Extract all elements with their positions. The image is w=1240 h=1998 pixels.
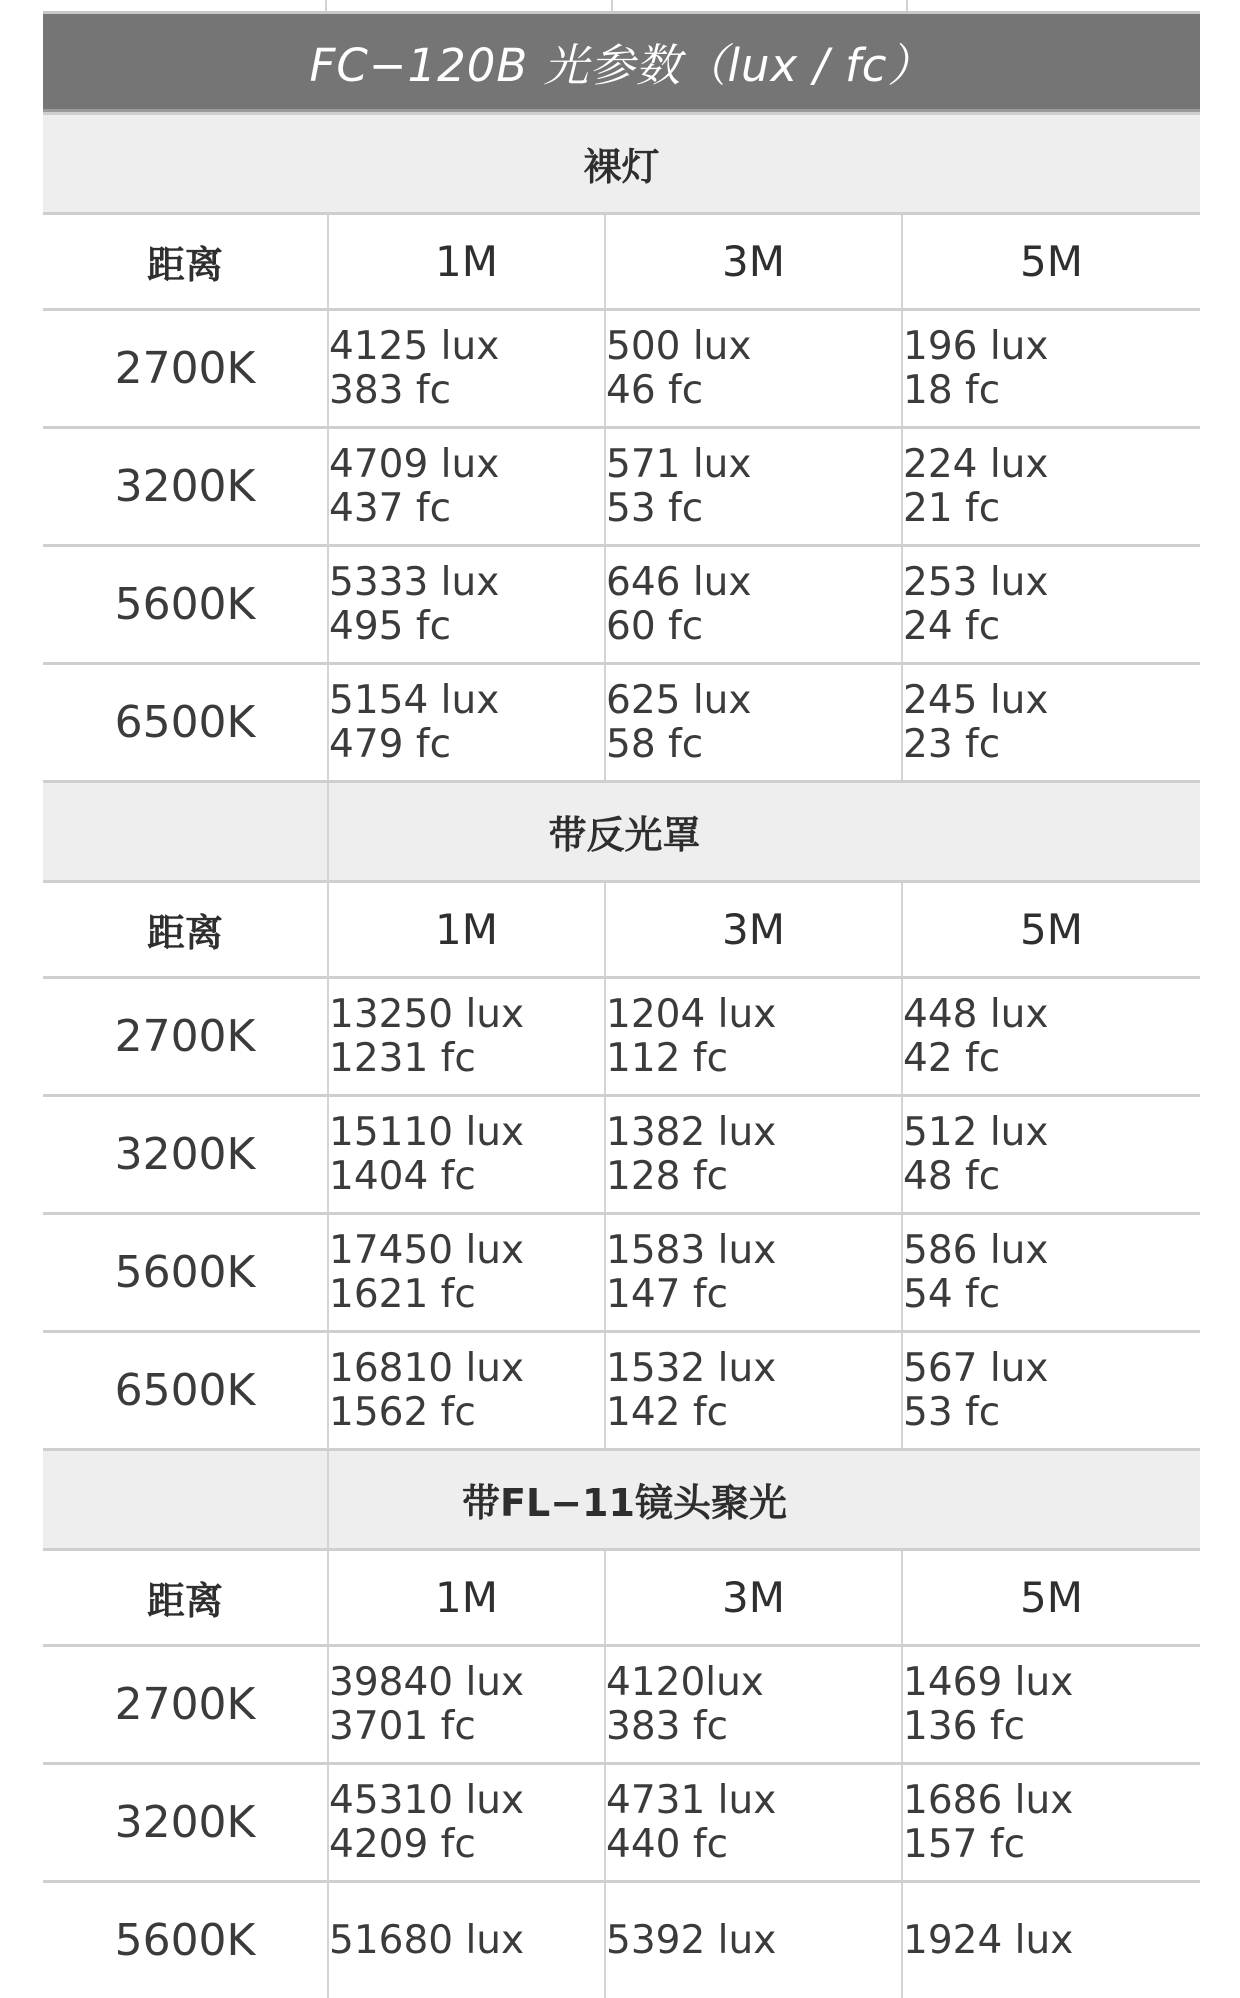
fc-value: 495 fc xyxy=(329,605,604,649)
lux-value: 1469 lux xyxy=(903,1661,1200,1705)
lux-value: 45310 lux xyxy=(329,1779,604,1823)
distance-3m-header: 3M xyxy=(605,1550,902,1646)
value-cell xyxy=(902,1214,1200,1332)
color-temperature: 3200K xyxy=(43,1096,328,1214)
value-cell xyxy=(902,428,1200,546)
fc-value: 4209 fc xyxy=(329,1823,604,1867)
lux-value: 567 lux xyxy=(903,1347,1200,1391)
color-temperature: 5600K xyxy=(43,1882,328,1998)
value-cell xyxy=(605,1332,902,1450)
lux-value: 224 lux xyxy=(903,443,1200,487)
column-divider xyxy=(611,0,613,11)
lux-value: 5154 lux xyxy=(329,679,604,723)
fc-value: 18 fc xyxy=(903,369,1200,413)
section-title: 裸灯 xyxy=(43,114,1200,214)
fc-value: 53 fc xyxy=(606,487,901,531)
value-cell xyxy=(328,1214,605,1332)
section-row xyxy=(43,114,1200,214)
value-cell xyxy=(605,1646,902,1764)
fc-value: 53 fc xyxy=(903,1391,1200,1435)
distance-5m-header: 5M xyxy=(902,1550,1200,1646)
value-cell xyxy=(328,978,605,1096)
color-temperature: 5600K xyxy=(43,1214,328,1332)
fc-value: 440 fc xyxy=(606,1823,901,1867)
lux-value: 17450 lux xyxy=(329,1229,604,1273)
lux-value: 1382 lux xyxy=(606,1111,901,1155)
value-cell xyxy=(328,1096,605,1214)
value-cell xyxy=(605,1882,902,1998)
value-cell xyxy=(605,978,902,1096)
color-temperature: 3200K xyxy=(43,1764,328,1882)
section-row xyxy=(43,782,1200,882)
fc-value: 437 fc xyxy=(329,487,604,531)
value-cell xyxy=(605,1764,902,1882)
lux-value: 196 lux xyxy=(903,325,1200,369)
fc-value: 136 fc xyxy=(903,1705,1200,1749)
value-cell xyxy=(605,664,902,782)
lux-value: 571 lux xyxy=(606,443,901,487)
fc-value: 383 fc xyxy=(606,1705,901,1749)
value-cell xyxy=(902,310,1200,428)
section-spacer xyxy=(43,782,328,882)
value-cell xyxy=(902,1764,1200,1882)
fc-value: 147 fc xyxy=(606,1273,901,1317)
table-row xyxy=(43,978,1200,1096)
table-row xyxy=(43,1214,1200,1332)
distance-1m-header: 1M xyxy=(328,882,605,978)
fc-value: 157 fc xyxy=(903,1823,1200,1867)
fc-value: 23 fc xyxy=(903,723,1200,767)
lux-value: 4125 lux xyxy=(329,325,604,369)
lux-value: 1204 lux xyxy=(606,993,901,1037)
lux-value: 5333 lux xyxy=(329,561,604,605)
fc-value: 60 fc xyxy=(606,605,901,649)
lux-value: 1924 lux xyxy=(903,1919,1200,1963)
color-temperature: 6500K xyxy=(43,1332,328,1450)
column-divider xyxy=(906,0,908,11)
lux-value: 39840 lux xyxy=(329,1661,604,1705)
table-row xyxy=(43,546,1200,664)
value-cell xyxy=(902,978,1200,1096)
fc-value: 46 fc xyxy=(606,369,901,413)
value-cell xyxy=(328,1332,605,1450)
fc-value: 1231 fc xyxy=(329,1037,604,1081)
color-temperature: 2700K xyxy=(43,310,328,428)
color-temperature: 5600K xyxy=(43,546,328,664)
lux-value: 5392 lux xyxy=(606,1919,901,1963)
value-cell xyxy=(328,1882,605,1998)
value-cell xyxy=(605,1214,902,1332)
section-title: 带FL−11镜头聚光 xyxy=(328,1450,1200,1550)
distance-3m-header: 3M xyxy=(605,882,902,978)
section-title: 带反光罩 xyxy=(328,782,1200,882)
distance-header: 距离 xyxy=(43,882,328,978)
fc-value: 3701 fc xyxy=(329,1705,604,1749)
table-row xyxy=(43,1882,1200,1998)
table-row xyxy=(43,664,1200,782)
value-cell xyxy=(902,546,1200,664)
table-row xyxy=(43,1764,1200,1882)
fc-value: 479 fc xyxy=(329,723,604,767)
distance-1m-header: 1M xyxy=(328,214,605,310)
fc-value: 54 fc xyxy=(903,1273,1200,1317)
section-row xyxy=(43,1450,1200,1550)
lux-value: 512 lux xyxy=(903,1111,1200,1155)
value-cell xyxy=(902,1332,1200,1450)
value-cell xyxy=(902,1096,1200,1214)
fc-value: 1562 fc xyxy=(329,1391,604,1435)
table-row xyxy=(43,1096,1200,1214)
fc-value: 383 fc xyxy=(329,369,604,413)
previous-table-edge xyxy=(43,0,1200,14)
light-parameter-table xyxy=(43,112,1200,1998)
lux-value: 13250 lux xyxy=(329,993,604,1037)
distance-header: 距离 xyxy=(43,1550,328,1646)
lux-value: 625 lux xyxy=(606,679,901,723)
fc-value: 58 fc xyxy=(606,723,901,767)
distance-5m-header: 5M xyxy=(902,214,1200,310)
distance-header: 距离 xyxy=(43,214,328,310)
lux-value: 15110 lux xyxy=(329,1111,604,1155)
value-cell xyxy=(605,546,902,664)
table-row xyxy=(43,1332,1200,1450)
fc-value: 1621 fc xyxy=(329,1273,604,1317)
color-temperature: 6500K xyxy=(43,664,328,782)
lux-value: 646 lux xyxy=(606,561,901,605)
value-cell xyxy=(328,428,605,546)
value-cell xyxy=(328,546,605,664)
fc-value: 24 fc xyxy=(903,605,1200,649)
value-cell xyxy=(902,664,1200,782)
lux-value: 253 lux xyxy=(903,561,1200,605)
value-cell xyxy=(902,1882,1200,1998)
table-row xyxy=(43,428,1200,546)
lux-value: 1583 lux xyxy=(606,1229,901,1273)
value-cell xyxy=(902,1646,1200,1764)
section-spacer xyxy=(43,1450,328,1550)
distance-1m-header: 1M xyxy=(328,1550,605,1646)
column-divider xyxy=(325,0,327,11)
color-temperature: 3200K xyxy=(43,428,328,546)
table-title: FC−120B 光参数（lux / fc） xyxy=(43,14,1200,112)
value-cell xyxy=(328,1646,605,1764)
lux-value: 1532 lux xyxy=(606,1347,901,1391)
value-cell xyxy=(605,310,902,428)
header-row xyxy=(43,214,1200,310)
distance-5m-header: 5M xyxy=(902,882,1200,978)
fc-value: 142 fc xyxy=(606,1391,901,1435)
distance-3m-header: 3M xyxy=(605,214,902,310)
lux-value: 500 lux xyxy=(606,325,901,369)
lux-value: 245 lux xyxy=(903,679,1200,723)
lux-value: 4120lux xyxy=(606,1661,901,1705)
lux-value: 448 lux xyxy=(903,993,1200,1037)
fc-value: 21 fc xyxy=(903,487,1200,531)
value-cell xyxy=(328,664,605,782)
color-temperature: 2700K xyxy=(43,1646,328,1764)
lux-value: 4731 lux xyxy=(606,1779,901,1823)
header-row xyxy=(43,882,1200,978)
value-cell xyxy=(605,1096,902,1214)
value-cell xyxy=(328,1764,605,1882)
header-row xyxy=(43,1550,1200,1646)
table-row xyxy=(43,1646,1200,1764)
lux-value: 4709 lux xyxy=(329,443,604,487)
table-row xyxy=(43,310,1200,428)
fc-value: 128 fc xyxy=(606,1155,901,1199)
lux-value: 51680 lux xyxy=(329,1919,604,1963)
fc-value: 42 fc xyxy=(903,1037,1200,1081)
fc-value: 112 fc xyxy=(606,1037,901,1081)
fc-value: 48 fc xyxy=(903,1155,1200,1199)
fc-value: 1404 fc xyxy=(329,1155,604,1199)
lux-value: 586 lux xyxy=(903,1229,1200,1273)
value-cell xyxy=(605,428,902,546)
value-cell xyxy=(328,310,605,428)
color-temperature: 2700K xyxy=(43,978,328,1096)
lux-value: 1686 lux xyxy=(903,1779,1200,1823)
table-body xyxy=(43,114,1200,1998)
lux-value: 16810 lux xyxy=(329,1347,604,1391)
